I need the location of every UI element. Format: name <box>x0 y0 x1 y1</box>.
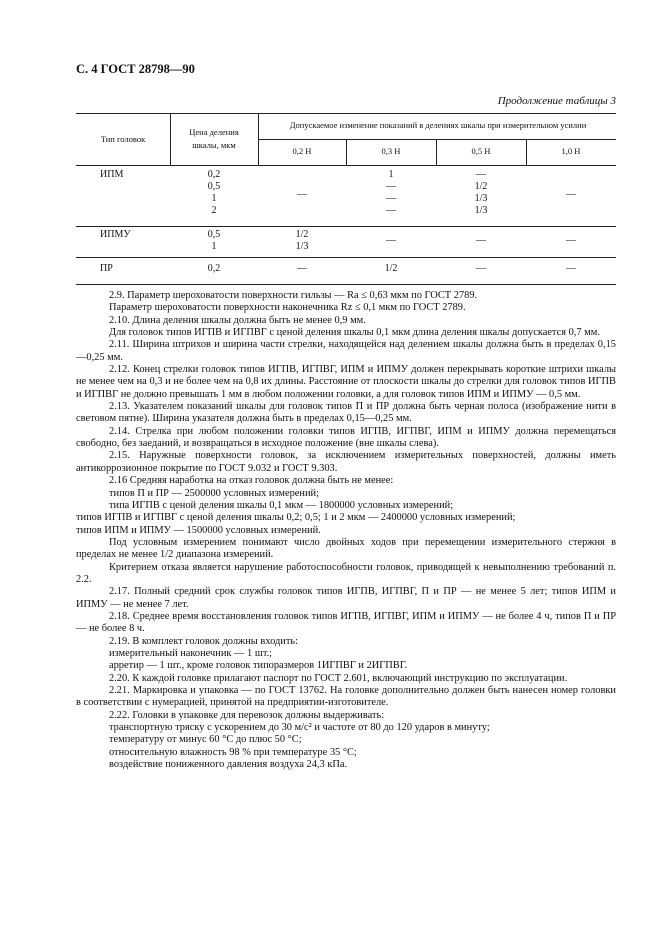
col-head-force: 0,3 Н <box>381 146 401 156</box>
page-header: С. 4 ГОСТ 28798—90 <box>76 62 195 76</box>
table-bottom-rule <box>76 284 616 285</box>
col-head-force: 0,2 Н <box>292 146 312 156</box>
cell-division: 0,2 <box>207 263 221 274</box>
table-continuation-label: Продолжение таблицы 3 <box>497 95 616 107</box>
paragraph: 2.13. Указателем показаний шкалы для головок типов П и ПР должна быть черная полоса (изображение нити в световом пятне). Ширина указателя должна быть в пределах 0,15—0,25 мм. <box>76 401 616 425</box>
table-top-rule <box>76 113 616 114</box>
cell-value: — 1/2 1/3 1/3 <box>474 169 488 216</box>
cell-dash: — <box>297 189 307 200</box>
paragraph: Под условным измерением понимают число двойных ходов при перемещении измерительного стержня в пределах не менее 1/2 диапазона измерений. <box>76 536 616 561</box>
list-line: арретир — 1 шт., кроме головок типоразмеров 1ИГПВГ и 2ИГПВГ. <box>109 660 408 672</box>
list-line: измерительный наконечник — 1 шт.; <box>109 647 273 659</box>
paragraph: 2.12. Конец стрелки головок типов ИГПВ, ИГПВГ, ИПМ и ИПМУ должен перекрывать короткие штрихи шкалы не менее чем на 0,3 и не более чем на 0,8 их длины. Расстояние от плоскости шкалы до стрелки для головок типов ИГПВ и ИГПВГ не должно превышать 1 мм в любом положении головки, а для головок типов ИПМ и ИПМУ — 0,5 мм. <box>76 364 616 400</box>
cell-dash: — <box>566 189 576 200</box>
paragraph: 2.21. Маркировка и упаковка — по ГОСТ 13762. На головке дополнительно должен быть нанесен номер головки в соответствии с нумерацией, принятой на предприятии-изготовителе. <box>76 685 616 709</box>
paragraph: 2.9. Параметр шероховатости поверхности гильзы — Ra ≤ 0,63 мкм по ГОСТ 2789. <box>109 290 478 301</box>
table-header-rule <box>76 165 616 166</box>
col-head-force: 1,0 Н <box>561 146 581 156</box>
col-head-force: 0,5 Н <box>471 146 491 156</box>
cell-value: 1/2 1/3 <box>295 229 309 252</box>
list-line: температуру от минус 60 °С до плюс 50 °С; <box>109 734 302 746</box>
paragraph: 2.16 Средняя наработка на отказ головок должна быть не менее: <box>109 475 394 487</box>
list-line: относительную влажность 98 % при температуре 35 °С; <box>109 746 357 758</box>
table-row-rule <box>76 226 616 227</box>
paragraph: 2.18. Среднее время восстановления головок типов ИГПВ, ИГПВГ, ИПМ и ИПМУ — не более 4 ч, типов П и ПР — не более 8 ч. <box>76 610 616 635</box>
paragraph: 2.14. Стрелка при любом положении головки типов ИГПВ, ИГПВГ, ИПМ и ИПМУ должна перемещаться свободно, без заеданий, и возвращаться в исходное положение (вне шкалы слева). <box>76 425 616 450</box>
cell-dash: — <box>566 263 576 274</box>
paragraph: Параметр шероховатости поверхности наконечника Rz ≤ 0,1 мкм по ГОСТ 2789. <box>109 302 466 314</box>
list-line: транспортную тряску с ускорением до 30 м/с² и частоте от 80 до 120 ударов в минуту; <box>109 722 490 734</box>
cell-value: 1 — — — <box>386 169 396 216</box>
cell-dash: — <box>386 235 396 246</box>
paragraph: 2.20. К каждой головке прилагают паспорт по ГОСТ 2.601, включающий инструкцию по эксплуатации. <box>109 672 568 684</box>
cell-type: ИПМ <box>100 169 124 180</box>
cell-type: ПР <box>100 263 113 274</box>
paragraph: 2.11. Ширина штрихов и ширина части стрелки, находящейся над делением шкалы должна быть в пределах 0,15—0,25 мм. <box>76 339 616 363</box>
table-group-rule <box>258 139 616 140</box>
table-3 <box>76 113 616 285</box>
list-line: типов ИПМ и ИПМУ — 1500000 условных измерений. <box>76 524 321 536</box>
paragraph: Критерием отказа является нарушение работоспособности головок, приводящей к невыполнению требований п. 2.2. <box>76 561 616 585</box>
cell-dash: — <box>566 235 576 246</box>
table-row-rule <box>76 257 616 258</box>
list-line: воздействие пониженного давления воздуха 24,3 кПа. <box>109 759 348 771</box>
cell-dash: — <box>476 263 486 274</box>
cell-division: 0,5 1 <box>207 229 221 252</box>
table-col-divider <box>170 113 171 165</box>
paragraph: Для головок типов ИГПВ и ИГПВГ с ценой деления шкалы 0,1 мкм длина деления шкалы допускается 0,7 мм. <box>109 327 600 339</box>
paragraph: 2.15. Наружные поверхности головок, за исключением измерительных поверхностей, должны иметь антикоррозионное покрытие по ГОСТ 9.032 и ГОСТ 9.303. <box>76 450 616 474</box>
cell-value: 1/2 <box>384 263 398 274</box>
cell-dash: — <box>476 235 486 246</box>
cell-dash: — <box>297 263 307 274</box>
cell-type: ИПМУ <box>100 229 131 240</box>
list-line: типов П и ПР — 2500000 условных измерений; <box>109 487 319 499</box>
list-line: типа ИГПВ с ценой деления шкалы 0,1 мкм — 1800000 условных измерений; <box>109 499 454 511</box>
paragraph: 2.19. В комплект головок должны входить: <box>109 635 298 647</box>
list-line: типов ИГПВ и ИГПВГ с ценой деления шкалы 0,2; 0,5; 1 и 2 мкм — 2400000 условных измерений; <box>76 512 516 524</box>
col-head-type: Тип головок <box>100 134 146 144</box>
paragraph: 2.10. Длина деления шкалы должна быть не менее 0,9 мм. <box>109 314 366 326</box>
paragraph: 2.22. Головки в упаковке для перевозок должны выдерживать: <box>109 709 385 721</box>
col-head-group: Допускаемое изменение показаний в делениях шкалы при измерительном усилии <box>289 120 587 130</box>
cell-division: 0,2 0,5 1 2 <box>207 169 221 216</box>
paragraph: 2.17. Полный средний срок службы головок типов ИГПВ, ИГПВГ, П и ПР — не менее 5 лет; типов ИПМ и ИПМУ — не менее 7 лет. <box>76 586 616 610</box>
col-head-division: Цена деления шкалы, мкм <box>189 127 239 150</box>
body-text <box>76 290 616 771</box>
